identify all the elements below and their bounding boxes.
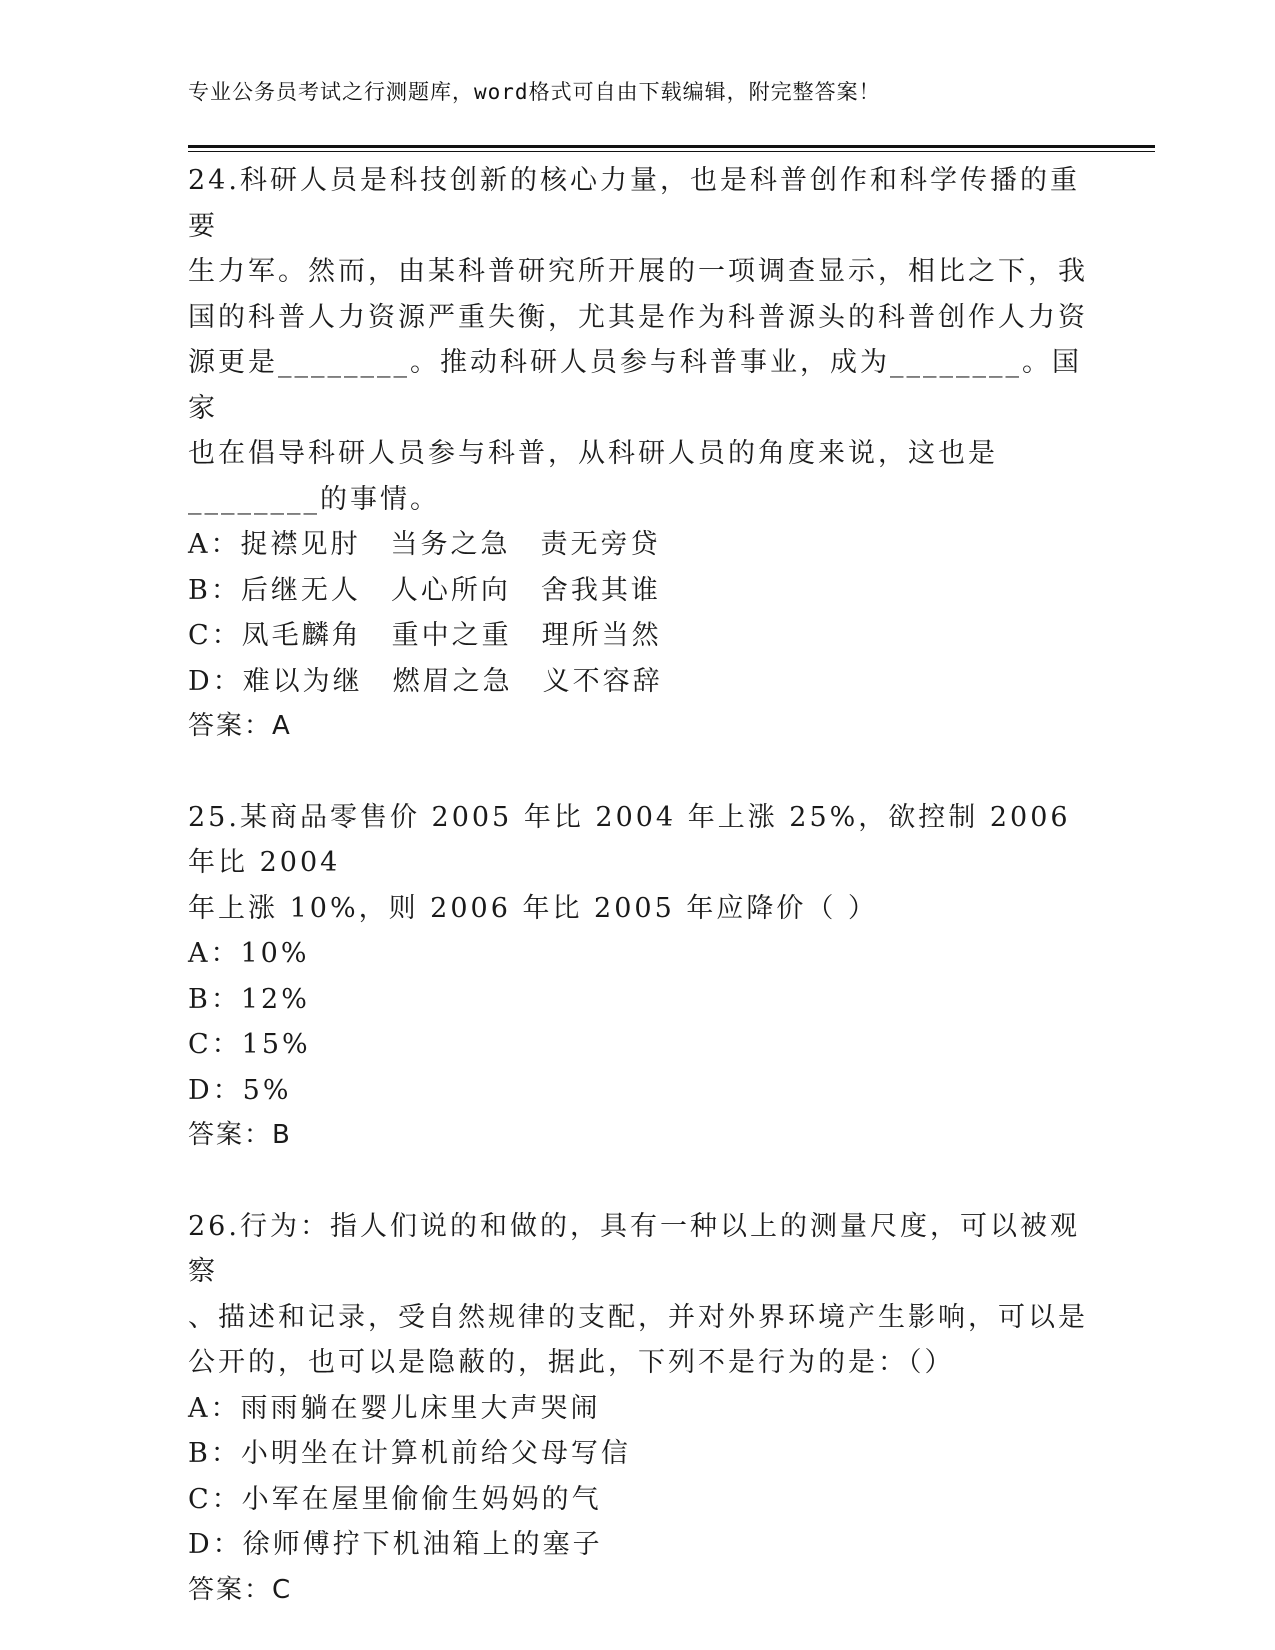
option-a: A：捉襟见肘 当务之急 责无旁贷 <box>188 529 661 560</box>
option-b: B：12% <box>188 983 310 1015</box>
option-d: D：难以为继 燃眉之急 义不容辞 <box>188 665 663 697</box>
question-26 <box>188 1204 1088 1614</box>
answer: 答案：B <box>188 1120 292 1150</box>
spacer <box>188 1159 1088 1204</box>
option-c: C：小军在屋里偷偷生妈妈的气 <box>188 1483 602 1515</box>
question-line: 也在倡导科研人员参与科普，从科研人员的角度来说，这也是 <box>188 438 998 469</box>
question-line: 、描述和记录，受自然规律的支配，并对外界环境产生影响，可以是 <box>188 1301 1088 1333</box>
option-b: B：后继无人 人心所向 舍我其谁 <box>188 574 661 606</box>
header-rule-thick <box>188 145 1155 148</box>
answer: 答案：A <box>188 711 292 741</box>
header-rule-thin <box>188 151 1155 152</box>
question-line: 24.科研人员是科技创新的核心力量，也是科普创作和科学传播的重要 <box>188 165 1080 242</box>
question-list <box>188 158 1088 1613</box>
question-24 <box>188 158 1088 750</box>
question-line: 源更是________。推动科研人员参与科普事业，成为________。国家 <box>188 347 1082 424</box>
spacer <box>188 750 1088 795</box>
option-d: D：5% <box>188 1074 292 1106</box>
option-a: A：10% <box>188 938 310 969</box>
question-line: 国的科普人力资源严重失衡，尤其是作为科普源头的科普创作人力资 <box>188 301 1088 333</box>
question-line: 公开的，也可以是隐蔽的，据此，下列不是行为的是：（） <box>188 1347 955 1378</box>
question-line: 年上涨 10%，则 2006 年比 2005 年应降价（ ） <box>188 892 878 924</box>
question-line: ________的事情。 <box>188 483 440 515</box>
page-header: 专业公务员考试之行测题库，word格式可自由下载编辑，附完整答案！ <box>188 80 881 104</box>
option-c: C：凤毛麟角 重中之重 理所当然 <box>188 620 662 651</box>
answer: 答案：C <box>188 1574 293 1605</box>
option-b: B：小明坐在计算机前给父母写信 <box>188 1438 631 1469</box>
option-a: A：雨雨躺在婴儿床里大声哭闹 <box>188 1392 601 1424</box>
option-c: C：15% <box>188 1029 311 1060</box>
question-line: 25.某商品零售价 2005 年比 2004 年上涨 25%，欲控制 2006 年比 2004 <box>188 801 1083 878</box>
question-line: 26.行为：指人们说的和做的，具有一种以上的测量尺度，可以被观察 <box>188 1210 1080 1287</box>
question-25 <box>188 795 1088 1159</box>
option-d: D：徐师傅拧下机油箱上的塞子 <box>188 1529 603 1560</box>
question-line: 生力军。然而，由某科普研究所开展的一项调查显示，相比之下，我 <box>188 256 1088 287</box>
